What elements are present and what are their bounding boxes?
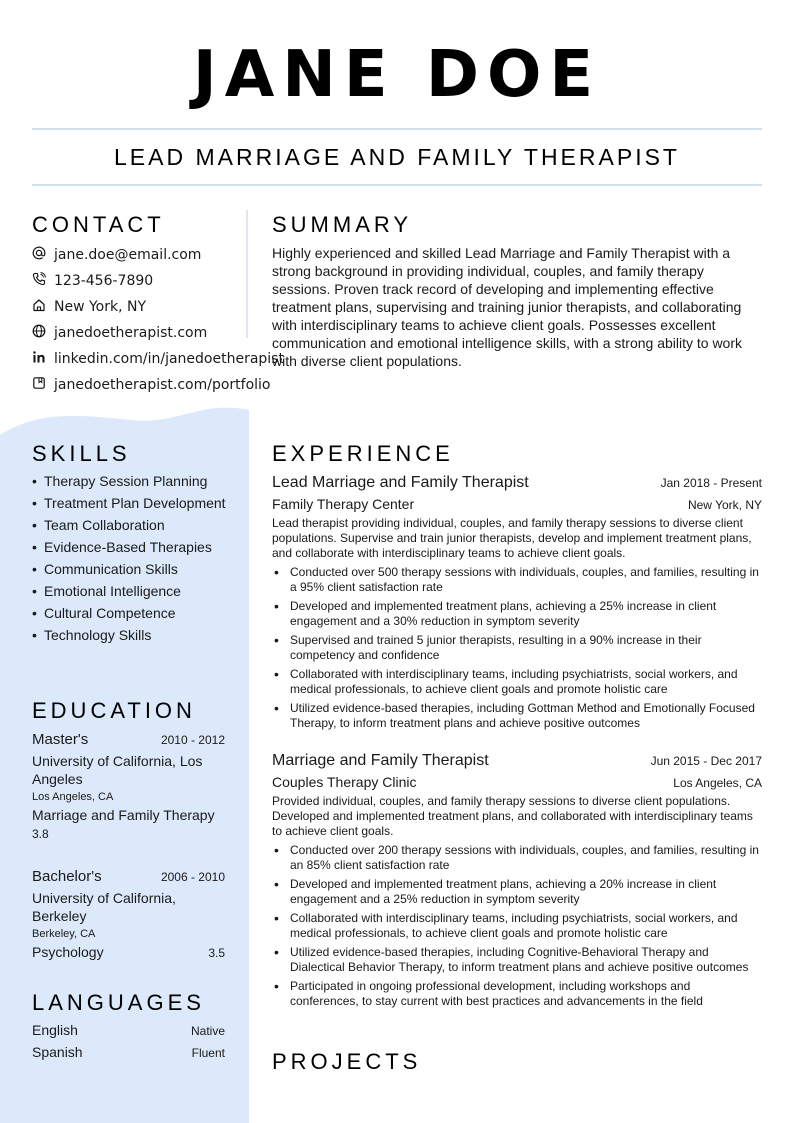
list-item: • Participated in ongoing professional development, including workshops and conferences, to stay current with best practices and advancements in the field (272, 979, 762, 1009)
experience-heading: EXPERIENCE (272, 441, 454, 466)
at-icon (32, 246, 54, 264)
list-item: • Emotional Intelligence (32, 582, 232, 600)
list-item: • Conducted over 200 therapy sessions with individuals, couples, and families, resulting in an 85% client satisfaction rate (272, 843, 762, 873)
language-level: Native (190, 1024, 225, 1038)
school-location: Berkeley, CA (32, 928, 96, 940)
contact-website-text: janedoetherapist.com (54, 325, 208, 341)
job-title: Lead Marriage and Family Therapist (272, 474, 529, 491)
list-item: • Treatment Plan Development (32, 494, 232, 512)
summary-text: Highly experienced and skilled Lead Marriage and Family Therapist with a strong background in providing individual, couples, and family therapy sessions. Proven track record of developing and implementing effective treatment plans, supervising and training junior therapists, and collaborating with interdisciplinary teams to achieve client goals. Possesses excellent communication and emotional intelligence skills, with a strong ability to work with diverse client populations. (272, 245, 742, 369)
contact-portfolio[interactable] (32, 372, 282, 398)
list-item: • Collaborated with interdisciplinary teams, including psychiatrists, social workers, and medical professionals, to achieve client goals and promote holistic care (272, 911, 762, 941)
contact-website[interactable] (32, 320, 282, 346)
contact-linkedin[interactable] (32, 346, 282, 372)
degree-dates: 2010 - 2012 (160, 733, 225, 747)
home-icon (32, 298, 54, 316)
degree-gpa: 3.8 (32, 827, 49, 841)
school-location: Los Angeles, CA (32, 791, 114, 803)
job-achievements (272, 843, 762, 1009)
degree-gpa: 3.5 (208, 946, 225, 960)
job-entry-lead-therapist (272, 474, 762, 735)
job-title: Marriage and Family Therapist (272, 752, 489, 769)
globe-icon (32, 324, 54, 342)
job-dates: Jan 2018 - Present (660, 476, 762, 490)
list-item: • Team Collaboration (32, 516, 232, 534)
languages-heading: LANGUAGES (32, 990, 205, 1015)
projects-heading: PROJECTS (272, 1049, 422, 1074)
education-entry-bachelors (32, 868, 225, 960)
school-name: University of California, Los Angeles (32, 753, 203, 787)
list-item: • Communication Skills (32, 560, 232, 578)
header-divider-bottom (32, 184, 762, 186)
list-item: • Developed and implemented treatment plans, achieving a 25% increase in client engagement and a 30% reduction in symptom severity (272, 599, 762, 629)
language-row (32, 1022, 225, 1038)
summary-heading: SUMMARY (272, 212, 413, 237)
language-row (32, 1044, 225, 1060)
list-item: • Conducted over 500 therapy sessions with individuals, couples, and families, resulting in a 95% client satisfaction rate (272, 565, 762, 595)
list-item: • Supervised and trained 5 junior therapists, resulting in a 90% increase in their competency and confidence (272, 633, 762, 663)
linkedin-icon (32, 350, 54, 368)
contact-location (32, 294, 282, 320)
job-role-title: LEAD MARRIAGE AND FAMILY THERAPIST (114, 144, 680, 170)
candidate-name: JANE DOE (192, 38, 602, 112)
skills-list (32, 472, 232, 648)
language-name: English (32, 1022, 78, 1038)
contact-location-text: New York, NY (54, 299, 147, 315)
job-company: Family Therapy Center (272, 496, 415, 512)
list-item: • Utilized evidence-based therapies, including Gottman Method and Emotionally Focused Therapy, to inform treatment plans and achieve positive outcomes (272, 701, 762, 731)
language-name: Spanish (32, 1044, 83, 1060)
job-description: Provided individual, couples, and family therapy sessions to diverse client populations. Developed and implemented treatment plans, and collaborated with interdisciplinary teams to achieve client goals. (272, 794, 753, 838)
skills-heading: SKILLS (32, 441, 131, 466)
education-heading: EDUCATION (32, 698, 196, 723)
contact-email-text: jane.doe@email.com (54, 247, 202, 263)
degree-field: Psychology (32, 944, 104, 960)
job-dates: Jun 2015 - Dec 2017 (650, 754, 762, 768)
job-entry-family-therapist (272, 752, 762, 1013)
job-achievements (272, 565, 762, 731)
list-item: • Utilized evidence-based therapies, including Cognitive-Behavioral Therapy and Dialectical Behavior Therapy, to inform treatment plans and achieve positive outcomes (272, 945, 762, 975)
degree-field: Marriage and Family Therapy (32, 807, 215, 823)
job-description: Lead therapist providing individual, couples, and family therapy sessions to diverse client populations. Supervise and train junior therapists, develop and implement treatment plans, and collaborate with interdisciplinary teams to achieve client goals. (272, 516, 752, 560)
degree-name: Master's (32, 731, 89, 748)
list-item: • Collaborated with interdisciplinary teams, including psychiatrists, social workers, and medical professionals, to achieve client goals and promote holistic care (272, 667, 762, 697)
list-item: • Cultural Competence (32, 604, 232, 622)
contact-email[interactable] (32, 242, 282, 268)
contact-phone-text: 123-456-7890 (54, 273, 154, 289)
contact-heading: CONTACT (32, 212, 165, 237)
education-entry-masters (32, 731, 225, 841)
list-item: • Therapy Session Planning (32, 472, 232, 490)
list-item: • Technology Skills (32, 626, 232, 644)
contact-linkedin-text: linkedin.com/in/janedoetherapist (54, 351, 284, 367)
job-company: Couples Therapy Clinic (272, 774, 417, 790)
phone-icon (32, 272, 54, 290)
language-level: Fluent (191, 1046, 225, 1060)
job-location: Los Angeles, CA (673, 776, 762, 790)
contact-portfolio-text: janedoetherapist.com/portfolio (54, 377, 271, 393)
header-divider-top (32, 128, 762, 130)
list-item: • Evidence-Based Therapies (32, 538, 232, 556)
portfolio-icon (32, 376, 54, 394)
school-name: University of California, Berkeley (32, 890, 176, 924)
contact-list (32, 242, 282, 398)
list-item: • Developed and implemented treatment plans, achieving a 20% increase in client engagement and a 25% reduction in symptom severity (272, 877, 762, 907)
job-location: New York, NY (687, 498, 762, 512)
contact-phone[interactable] (32, 268, 282, 294)
degree-dates: 2006 - 2010 (160, 870, 225, 884)
degree-name: Bachelor's (32, 868, 102, 885)
